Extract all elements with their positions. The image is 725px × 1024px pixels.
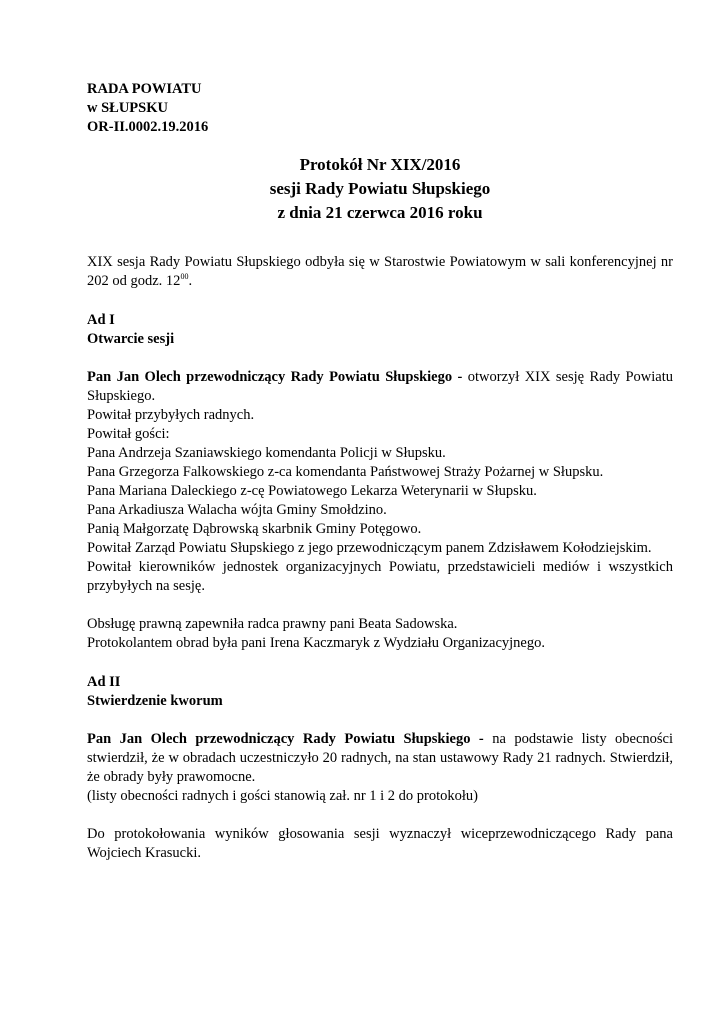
section-heading: Otwarcie sesji	[87, 331, 175, 347]
title-line-2: sesji Rady Powiatu Słupskiego	[269, 179, 491, 198]
quorum-paragraph	[87, 730, 673, 787]
opening-text: otworzył XIX sesję Rady Powiatu Słupskiego.	[87, 369, 674, 404]
council-name-line1: RADA POWIATU	[87, 81, 202, 97]
welcome-line: Pana Mariana Daleckiego z-cę Powiatowego Lekarza Weterynarii w Słupsku.	[87, 483, 537, 499]
welcome-line: Pana Grzegorza Falkowskiego z-ca komendanta Państwowej Straży Pożarnej w Słupsku.	[87, 464, 604, 480]
intro-time-superscript: 00	[180, 272, 189, 281]
welcome-line: Pana Andrzeja Szaniawskiego komendanta Policji w Słupsku.	[87, 445, 446, 461]
speaker-name: Pan Jan Olech przewodniczący Rady Powiatu Słupskiego -	[87, 731, 484, 747]
vote-counter-paragraph: Do protokołowania wyników głosowania sesji wyznaczył wiceprzewodniczącego Rady pana Wojciech Krasucki.	[87, 826, 673, 861]
document-title	[87, 153, 673, 225]
quorum-text: na podstawie listy obecności stwierdził, że w obradach uczestniczyło 20 radnych, na stan ustawowy Rady 21 radnych. Stwierdził, że obrady były prawomocne.	[87, 731, 674, 785]
attachments-note: (listy obecności radnych i gości stanowią zał. nr 1 i 2 do protokołu)	[87, 788, 479, 804]
welcome-line: Powitał Zarząd Powiatu Słupskiego z jego przewodniczącym panem Zdzisławem Kołodziejskim.	[87, 540, 652, 556]
section-ad-i	[87, 311, 673, 653]
welcome-line: Panią Małgorzatę Dąbrowską skarbnik Gminy Potęgowo.	[87, 521, 422, 537]
speaker-name: Pan Jan Olech przewodniczący Rady Powiatu Słupskiego -	[87, 369, 463, 385]
title-line-3: z dnia 21 czerwca 2016 roku	[277, 203, 483, 222]
title-line-1: Protokół Nr XIX/2016	[299, 155, 461, 174]
section-number: Ad II	[87, 674, 121, 690]
opening-paragraph	[87, 368, 673, 406]
section-ad-ii	[87, 673, 673, 863]
welcome-line: Powitał przybyłych radnych.	[87, 407, 255, 423]
welcome-line: Powitał gości:	[87, 426, 170, 442]
section-heading: Stwierdzenie kworum	[87, 693, 223, 709]
welcome-paragraph: Powitał kierowników jednostek organizacyjnych Powiatu, przedstawicieli mediów i wszystkich przybyłych na sesję.	[87, 559, 673, 594]
minutes-taker-line: Protokolantem obrad była pani Irena Kaczmaryk z Wydziału Organizacyjnego.	[87, 635, 545, 651]
intro-paragraph	[87, 253, 673, 291]
legal-service-line: Obsługę prawną zapewniła radca prawny pani Beata Sadowska.	[87, 616, 458, 632]
intro-end: .	[188, 273, 193, 289]
section-number: Ad I	[87, 312, 115, 328]
welcome-line: Pana Arkadiusza Walacha wójta Gminy Smołdzino.	[87, 502, 387, 518]
reference-number: OR-II.0002.19.2016	[87, 119, 209, 135]
document-page	[87, 80, 673, 863]
intro-text: XIX sesja Rady Powiatu Słupskiego odbyła się w Starostwie Powiatowym w sali konferencyjnej nr 202 od godz. 12	[87, 254, 673, 289]
council-name-line2: w SŁUPSKU	[87, 100, 168, 116]
